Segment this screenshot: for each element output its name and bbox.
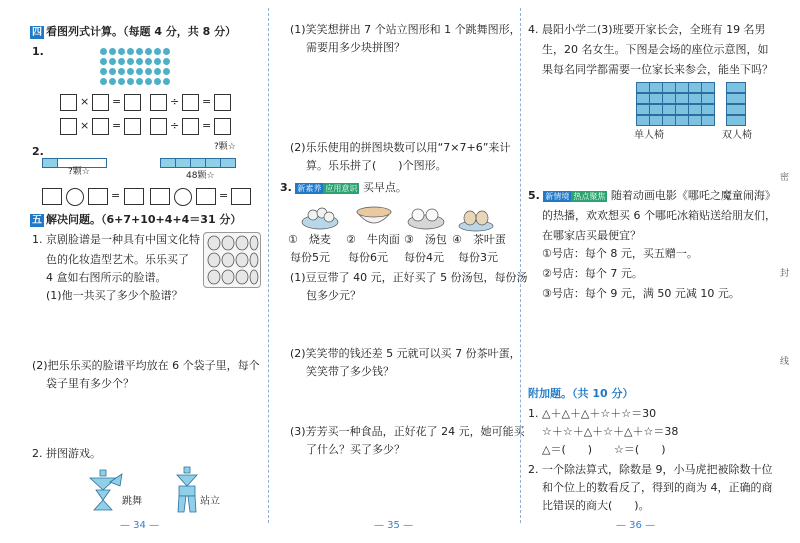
- answer-box[interactable]: [60, 118, 77, 135]
- m-q2-line: 算。乐乐拼了( )个图形。: [306, 159, 447, 172]
- right-page: [524, 0, 800, 543]
- divide-sign: ÷: [170, 119, 180, 132]
- food-price: 每份3元: [458, 251, 498, 264]
- food-price: 每份4元: [404, 251, 444, 264]
- answer-box[interactable]: [88, 188, 108, 205]
- p5-text-line: 随着动画电影《哪吒之魔童闹海》: [610, 189, 776, 202]
- p3-number: 3.: [280, 181, 292, 194]
- section4-title: 看图列式计算。（每题 4 分，共 8 分）: [46, 25, 237, 38]
- operator-circle[interactable]: [174, 188, 192, 206]
- p4-text-line: 果每名同学都需要一位家长来参会，能坐下吗？: [542, 63, 773, 76]
- p4-text-line: 4. 晨阳小学二(3)班要开家长会，全班有 19 名男: [528, 23, 766, 36]
- equals-sign: =: [111, 189, 121, 202]
- answer-box[interactable]: [92, 94, 109, 111]
- p3-tag-application: 应用意识: [325, 184, 358, 193]
- middle-page: [272, 0, 528, 543]
- p3-q2-line: (2)笑笑带的钱还差 5 元就可以买 7 份茶叶蛋，: [290, 347, 521, 360]
- answer-box[interactable]: [214, 118, 231, 135]
- m-q2-line: (2)乐乐使用的拼图块数可以用“7×7+6”来计: [290, 141, 511, 154]
- equals-sign: =: [202, 119, 212, 132]
- m-q1-line: 需要用多少块拼图？: [306, 41, 405, 54]
- equals-sign: =: [202, 95, 212, 108]
- binding-mark: 线: [780, 357, 790, 367]
- p5-heading: [528, 188, 776, 204]
- p3-tag-literacy: 新素养: [297, 184, 322, 193]
- divide-sign: ÷: [170, 95, 180, 108]
- food-name: ① 烧麦: [288, 233, 331, 246]
- binding-mark: 封: [780, 269, 790, 279]
- extra-q1-line: 1. △＋△＋△＋☆＋☆＝30: [528, 407, 657, 420]
- p1-text-line: 色的化妆造型艺术。乐乐买了: [46, 253, 189, 266]
- answer-box[interactable]: [182, 94, 199, 111]
- dance-label: 跳舞: [122, 496, 142, 507]
- p5-tag-hot: 热点聚焦: [573, 192, 606, 201]
- extra-q2-line: 2. 一个除法算式，除数是 9，小马虎把被除数十位: [528, 463, 773, 476]
- binding-mark: 密: [780, 173, 790, 183]
- q2-top-label: ?颗☆: [214, 142, 236, 152]
- shaomai-image: [300, 200, 340, 230]
- q2-left-label: ?颗☆: [68, 167, 90, 177]
- extra-q1-line: ☆＋☆＋△＋☆＋△＋☆＝38: [542, 425, 679, 438]
- page-number: — 36 —: [616, 520, 656, 531]
- tangram-dance-figure: [86, 468, 126, 512]
- answer-box[interactable]: [124, 188, 144, 205]
- answer-box[interactable]: [60, 94, 77, 111]
- answer-box[interactable]: [150, 118, 167, 135]
- times-sign: ×: [80, 119, 90, 132]
- food-name: ③ 汤包: [404, 233, 447, 246]
- answer-box[interactable]: [196, 188, 216, 205]
- p3-heading: [280, 180, 407, 196]
- p3-title: 买早点。: [362, 181, 407, 194]
- q2-number: 2.: [32, 145, 44, 158]
- extra-section-title: 附加题。（共 10 分）: [528, 387, 634, 400]
- q1-number: 1.: [32, 45, 44, 58]
- single-seat-label: 单人椅: [634, 130, 664, 141]
- operator-circle[interactable]: [66, 188, 84, 206]
- answer-box[interactable]: [42, 188, 62, 205]
- tangram-stand-figure: [172, 466, 202, 514]
- answer-box[interactable]: [124, 94, 141, 111]
- extra-q2-line: 比错误的商大( )。: [542, 499, 650, 512]
- answer-box[interactable]: [182, 118, 199, 135]
- shop-1-offer: ①号店：每个 8 元，买五赠一。: [542, 247, 698, 260]
- p3-q2-line: 笑笑带了多少钱？: [306, 365, 394, 378]
- p1-text-line: 4 盒如右图所示的脸谱。: [46, 271, 167, 284]
- times-sign: ×: [80, 95, 90, 108]
- p2-title: 2. 拼图游戏。: [32, 447, 101, 460]
- page-number: — 34 —: [120, 520, 160, 531]
- p3-q3-line: (3)芳芳买一种食品，正好花了 24 元，她可能买: [290, 425, 525, 438]
- p4-text-line: 生，20 名女生。下图是会场的座位示意图，如: [542, 43, 769, 56]
- answer-box[interactable]: [214, 94, 231, 111]
- left-page: [0, 0, 262, 543]
- section4-heading: [30, 24, 236, 40]
- p1-subquestion-2-cont: 袋子里有多少个？: [46, 377, 134, 390]
- section5-tag: 五: [32, 215, 42, 226]
- answer-box[interactable]: [150, 188, 170, 205]
- shop-3-offer: ③号店：每个 9 元，满 50 元减 10 元。: [542, 287, 740, 300]
- p3-q1-line: 包多少元？: [306, 289, 361, 302]
- p1-text-line: 1. 京剧脸谱是一种具有中国文化特: [32, 233, 200, 246]
- m-q1-line: (1)笑笑想拼出 7 个站立图形和 1 个跳舞图形，: [290, 23, 521, 36]
- section5-title: 解决问题。（6+7+10+4+4＝31 分）: [46, 213, 242, 226]
- answer-box[interactable]: [231, 188, 251, 205]
- equals-sign: =: [219, 189, 229, 202]
- equals-sign: =: [112, 95, 122, 108]
- answer-box[interactable]: [124, 118, 141, 135]
- p1-subquestion-1: (1)他一共买了多少个脸谱？: [46, 289, 183, 302]
- double-seat-label: 双人椅: [722, 130, 752, 141]
- answer-box[interactable]: [92, 118, 109, 135]
- shop-2-offer: ②号店：每个 7 元。: [542, 267, 643, 280]
- page-number: — 35 —: [374, 520, 414, 531]
- p5-number: 5.: [528, 189, 540, 202]
- section5-heading: [30, 212, 241, 228]
- p1-subquestion-2: (2)把乐乐买的脸谱平均放在 6 个袋子里，每个: [32, 359, 260, 372]
- food-name: ② 牛肉面: [346, 233, 400, 246]
- opera-masks-image: [203, 232, 261, 288]
- section4-tag: 四: [32, 27, 42, 38]
- p3-q3-line: 了什么？买了多少？: [306, 443, 405, 456]
- p5-text-line: 在哪家店买最便宜？: [542, 229, 641, 242]
- dot-grid: [100, 48, 174, 86]
- equals-sign: =: [112, 119, 122, 132]
- food-price: 每份5元: [290, 251, 330, 264]
- tea-egg-image: [456, 202, 496, 232]
- food-price: 每份6元: [348, 251, 388, 264]
- p5-tag-context: 新情境: [545, 192, 570, 201]
- p5-text-line: 的热播，欢欢想买 6 个哪吒冰箱贴送给朋友们，: [542, 209, 776, 222]
- stand-label: 站立: [200, 496, 220, 507]
- answer-box[interactable]: [150, 94, 167, 111]
- beef-noodle-image: [354, 200, 394, 230]
- q2-right-label: 48颗☆: [186, 171, 215, 181]
- page-divider: [520, 8, 521, 523]
- page-divider: [268, 8, 269, 523]
- food-name: ④ 茶叶蛋: [452, 233, 506, 246]
- soup-dumpling-image: [406, 200, 446, 230]
- p3-q1-line: (1)豆豆带了 40 元，正好买了 5 份汤包，每份汤: [290, 271, 528, 284]
- extra-q1-answers: △＝( ) ☆＝( ): [542, 443, 666, 456]
- extra-q2-line: 和个位上的数看反了，得到的商为 4，正确的商: [542, 481, 773, 494]
